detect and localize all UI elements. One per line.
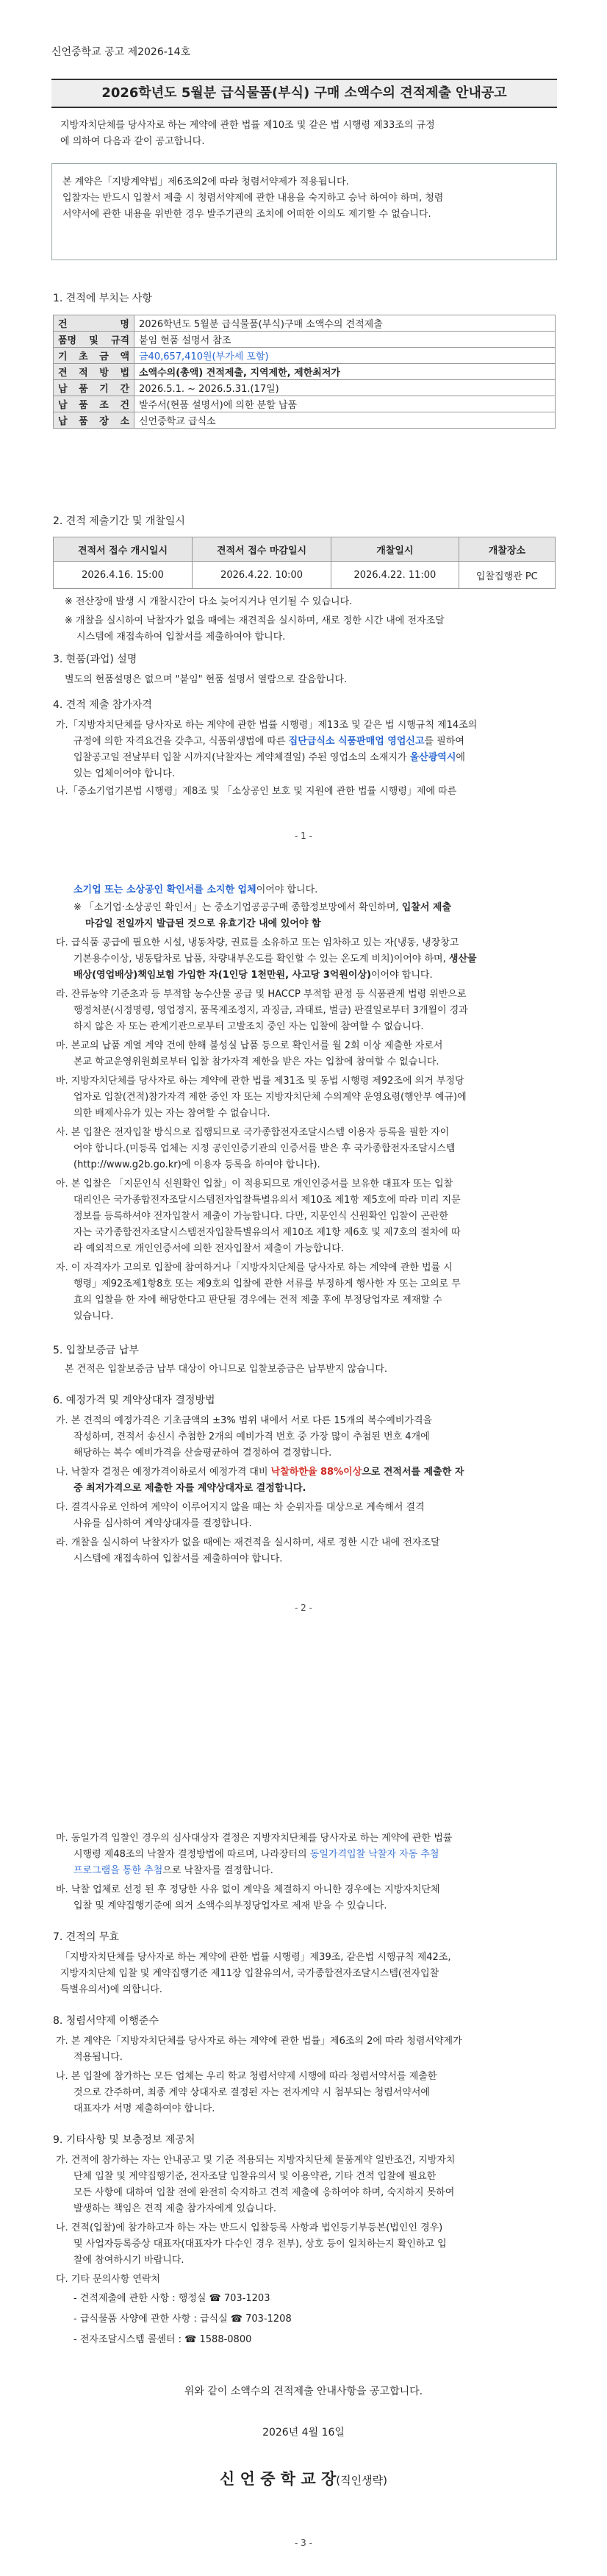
text-run: ※ 「소기업·소상공인 확인서」는 중소기업공공구매 종합정보망에서 확인하며, [73, 902, 399, 913]
paragraph-line: 의한 배제사유가 있는 자는 참여할 수 없습니다. [73, 1108, 270, 1119]
cell-place: 입찰집행관 PC [459, 562, 555, 589]
paragraph-line: 라. 잔류농약 기준초과 등 부적합 농수산물 공급 및 HACCP 부적합 판정 등 식품관계 법령 위반으로 [56, 989, 467, 1000]
highlight-text: 동일가격입찰 낙찰자 자동 추첨 [309, 1849, 439, 1860]
paragraph-line: 적용됩니다. [73, 2052, 123, 2063]
bold-text: 으로 견적서를 제출한 자 [362, 1467, 464, 1478]
row-label: 납 품 조 건 [54, 396, 134, 412]
schedule-note-3: 시스템에 재접속하여 입찰서를 제출하여야 합니다. [76, 632, 286, 643]
text-run: 이어야 합니다. [370, 970, 433, 981]
highlight-text: 낙찰하한율 88%이상 [270, 1467, 362, 1478]
paragraph-line: 행정처분(시정명령, 영업정지, 품목제조정지, 과징금, 과태료, 벌금) 판결일로부터 3개월이 경과 [73, 1005, 468, 1016]
paragraph-line: 나.「중소기업기본법 시행령」제8조 및 「소상공인 보호 및 지원에 관한 법률 시행령」제에 따른 [56, 786, 457, 797]
page-title: 2026학년도 5월분 급식물품(부식) 구매 소액수의 견적제출 안내공고 [51, 79, 557, 108]
paragraph-line: 사유를 심사하여 계약상대자를 결정합니다. [73, 1518, 252, 1529]
paragraph-line: 모든 사항에 대하여 입찰 전에 완전히 숙지하고 견적 제출에 응하여야 하며, 숙지하지 못하여 [73, 2187, 455, 2198]
section-8-heading: 8. 청렴서약제 이행준수 [53, 2015, 159, 2027]
text-run: 규정에 의한 자격요건을 갖추고, 식품위생법에 따른 [73, 736, 286, 747]
text-run: 입찰공고일 전날부터 입찰 시까지(낙찰자는 계약체결일) 주된 영업소의 소재지가 [73, 752, 407, 763]
column-header: 견적서 접수 마감일시 [193, 537, 331, 562]
page-1 [0, 0, 607, 867]
paragraph-line: 가. 본 계약은「지방자치단체를 당사자로 하는 계약에 관한 법률」제6조의 2에 따라 청렴서약제가 [56, 2036, 462, 2047]
paragraph-line: 입찰 및 계약집행기준에 의거 소액수의부정당업자로 제재 받을 수 있습니다. [73, 1900, 387, 1911]
paragraph-line: 바. 지방자치단체를 당사자로 하는 계약에 관한 법률 제31조 및 동법 시행령 제92조에 의거 부정당 [56, 1076, 464, 1087]
section-3-body: 별도의 현품설명은 없으며 "붙임" 현품 설명서 열람으로 갈음합니다. [65, 674, 348, 685]
table-row [54, 396, 556, 412]
highlight-text: 소기업 또는 소상공인 확인서를 소지한 업체 [73, 884, 256, 895]
cell-deadline: 2026.4.22. 10:00 [193, 562, 331, 589]
closing-line: 위와 같이 소액수의 견적제출 안내사항을 공고합니다. [184, 2386, 423, 2397]
notice-number: 신언중학교 공고 제2026-14호 [51, 46, 191, 58]
paragraph-line: 것으로 간주하며, 최종 계약 상대자로 결정된 자는 전자계약 시 첨부되는 청렴서약서에 [73, 2087, 430, 2098]
bold-text: 입찰서 제출 [401, 902, 452, 913]
paragraph-line: 자. 이 자격자가 고의로 입찰에 참여하거나「지방자치단체를 당사자로 하는 계약에 관한 법률 시 [56, 1262, 453, 1273]
paragraph-line: 사. 본 입찰은 전자입찰 방식으로 집행되므로 국가종합전자조달시스템 이용자 등록을 필한 자이 [56, 1127, 450, 1138]
section-1-heading: 1. 견적에 부치는 사항 [53, 293, 152, 304]
section-2-heading: 2. 견적 제출기간 및 개찰일시 [53, 515, 185, 527]
table-row [54, 332, 556, 348]
paragraph-line: 가. 견적에 참가하는 자는 안내공고 및 기준 적용되는 지방자치단체 물품계약 일반조건, 지방자치 [56, 2155, 456, 2166]
paragraph-line: 마. 동일가격 입찰인 경우의 심사대상자 결정은 지방자치단체를 당사자로 하는 계약에 관한 법률 [56, 1833, 453, 1844]
paragraph-line [73, 1847, 439, 1863]
text-run: 시행령 제48조의 낙찰자 결정방법에 따르며, 나라장터의 [73, 1849, 307, 1860]
paragraph-line: 시스템에 재접속하여 입찰서를 제출하여야 합니다. [73, 1553, 283, 1564]
text-run: 를 필하여 [424, 736, 464, 747]
column-header: 개찰장소 [459, 537, 555, 562]
paragraph-line [73, 951, 477, 967]
row-value: 2026학년도 5월분 급식물품(부식)구매 소액수의 견적제출 [134, 315, 556, 332]
row-value: 소액수의(총액) 견적제출, 지역제한, 제한최저가 [134, 364, 556, 380]
bold-text: 배상(영업배상)책임보험 가입한 자(1인당 1천만원, 사고당 3억원이상) [73, 970, 371, 981]
paragraph-line: 대표자가 서명 제출하여야 합니다. [73, 2103, 215, 2114]
intro-line-2: 에 의하여 다음과 같이 공고합니다. [60, 136, 205, 147]
cell-start: 2026.4.16. 15:00 [54, 562, 193, 589]
paragraph-line [73, 1863, 273, 1879]
paragraph-line: 다. 급식품 공급에 필요한 시설, 냉동차량, 권료를 소유하고 또는 임차하고 있는 자(냉동, 냉장창고 [56, 937, 459, 948]
paragraph-line: 정보를 등록하셔야 전자입찰서 제출이 가능합니다. 다만, 지문인식 신원확인 입찰이 곤란한 [73, 1211, 449, 1222]
section-7-heading: 7. 견적의 무효 [53, 1931, 119, 1943]
paragraph-line: 찰에 참여하시기 바랍니다. [73, 2255, 184, 2266]
bid-items-table [53, 315, 556, 429]
row-value: 2026.5.1. ~ 2026.5.31.(17일) [134, 380, 556, 396]
paragraph-line: 마감일 전일까지 발급된 것으로 유효기간 내에 있어야 함 [85, 918, 321, 929]
paragraph-line [73, 967, 433, 984]
paragraph-line: 바. 낙찰 업체로 선정 된 후 정당한 사유 없이 계약을 체결하지 아니한 경우에는 지방자치단체 [56, 1884, 440, 1895]
paragraph-line [56, 1464, 464, 1481]
page-2 [0, 867, 607, 1735]
section-5-heading: 5. 입찰보증금 납부 [53, 1345, 139, 1356]
paragraph-line: 가.「지방자치단체를 당사자로 하는 계약에 관한 법률 시행령」제13조 및 같은 법 시행규칙 제14조의 [56, 720, 478, 731]
contact-line: - 견적제출에 관한 사항 : 행정실 ☎ 703-1203 [73, 2293, 270, 2304]
paragraph-line [73, 900, 451, 916]
table-row [54, 315, 556, 332]
table-row [54, 348, 556, 364]
stamp-note: (직인생략) [336, 2474, 387, 2487]
text-run: 이어야 합니다. [256, 884, 318, 895]
row-value: 발주서(현품 설명서)에 의한 분할 납품 [134, 396, 556, 412]
paragraph-line: 대리인은 국가종합전자조달시스템전자입찰특별유의서 제10조 제1항 제5호에 따라 미리 지문 [73, 1195, 461, 1206]
paragraph-line [73, 750, 465, 766]
notice-line-3: 서약서에 관한 내용을 위반한 경우 발주기관의 조치에 어떠한 이의도 제기할 수 없습니다. [62, 209, 431, 220]
paragraph-line: 있는 업체이어야 합니다. [73, 768, 175, 779]
highlight-text: 울산광역시 [409, 752, 456, 763]
text-run: 기본용수이상, 냉동탑차로 납품, 차량내부온도를 확인할 수 있는 온도계 비치)이어야 하며, [73, 954, 446, 965]
paragraph-line: 본교 학교운영위원회로부터 입찰 참가자격 제한을 받은 자는 입찰에 참여할 수 없습니다. [73, 1056, 439, 1067]
paragraph-line: 단체 입찰 및 계약집행기준, 전자조달 입찰유의서 및 이용약관, 기타 견적 입찰에 필요한 [73, 2171, 437, 2182]
paragraph-line: (http://www.g2b.go.kr)에 이용자 등록을 하여야 합니다). [73, 1159, 320, 1170]
row-label: 납 품 기 간 [54, 380, 134, 396]
paragraph-line: 라. 개찰을 실시하여 낙찰자가 없을 때에는 재견적을 실시하며, 새로 정한 시간 내에 전자조달 [56, 1537, 440, 1548]
row-value: 붙임 현품 설명서 참조 [134, 332, 556, 348]
notice-line-1: 본 계약은「지방계약법」제6조의2에 따라 청렴서약제가 적용됩니다. [62, 176, 349, 187]
page-number: - 1 - [295, 831, 312, 841]
intro-line-1: 지방자치단체를 당사자로 하는 계약에 관한 법률 제10조 및 같은 법 시행령 제33조의 규정 [60, 120, 435, 131]
text-run: 나. 낙찰자 결정은 예정가격이하로서 예정가격 대비 [56, 1467, 268, 1478]
paragraph-line: 및 사업자등록증상 대표자(대표자가 다수인 경우 전부), 상호 등이 일치하는지 확인하고 입 [73, 2239, 447, 2250]
row-label: 견 적 방 법 [54, 364, 134, 380]
paragraph-line [73, 734, 464, 750]
paragraph-line: 작성하며, 견적서 송신시 추첨한 2개의 예비가격 번호 중 가장 많이 추첨된 번호 4개에 [73, 1431, 430, 1442]
school-name: 신 언 중 학 교 장 [220, 2470, 337, 2488]
section-3-heading: 3. 현품(과업) 설명 [53, 654, 137, 665]
paragraph-line: 가. 본 견적의 예정가격은 기초금액의 ±3% 범위 내에서 서로 다른 15개의 복수예비가격을 [56, 1415, 433, 1426]
paragraph-line: 발생하는 책임은 견적 제출 참가자에게 있습니다. [73, 2203, 276, 2214]
paragraph-line: 「지방자치단체를 당사자로 하는 계약에 관한 법률 시행령」제39조, 같은법 시행규칙 제42조, [60, 1952, 451, 1963]
row-label: 건 명 [54, 315, 134, 332]
page-number: - 2 - [295, 1603, 312, 1613]
paragraph-line: 지방자치단체 입찰 및 계약집행기준 제11장 입찰유의서, 국가종합전자조달시스템(전자입찰 [60, 1968, 439, 1979]
paragraph-line: 마. 본교의 납품 계열 계약 건에 한해 불성실 납품 등으로 확인서를 월 2회 이상 제출한 자로서 [56, 1040, 443, 1051]
row-value: 금40,657,410원(부가세 포함) [134, 348, 556, 364]
paragraph-line: 나. 본 입찰에 참가하는 모든 업체는 우리 학교 청렴서약제 시행에 따라 청렴서약서를 제출한 [56, 2071, 437, 2082]
column-header: 견적서 접수 개시일시 [54, 537, 193, 562]
paragraph-line: 행령」제92조제1항8호 또는 제9호의 입찰에 관한 서류를 부정하게 행사한 자 또는 고의로 무 [73, 1278, 461, 1289]
notice-line-2: 입찰자는 반드시 입찰서 제출 시 청렴서약제에 관한 내용을 숙지하고 승낙 하여야 하며, 청렴 [62, 193, 444, 204]
paragraph-line: 효의 입찰을 한 자에 해당한다고 판단될 경우에는 견적 제출 후에 부정당업자로 제재할 수 [73, 1295, 442, 1306]
paragraph-line: 업자로 입찰(견적)참가자격 제한 중인 자 또는 지방자치단체 수의계약 운영요령(행안부 예규)에 [73, 1092, 467, 1103]
paragraph-line: 아. 본 입찰은 「지문인식 신원확인 입찰」이 적용되므로 개인인증서를 보유한 대표자 또는 입찰 [56, 1178, 453, 1189]
paragraph-line: 다. 결격사유로 인하여 계약이 이루어지지 않을 때는 차 순위자를 대상으로 계속해서 결격 [56, 1502, 425, 1513]
row-value: 신언중학교 급식소 [134, 412, 556, 429]
integrity-notice-box [51, 163, 557, 260]
table-row [54, 380, 556, 396]
column-header: 개찰일시 [331, 537, 459, 562]
highlight-text: 프로그램을 통한 추첨 [73, 1865, 163, 1876]
row-label: 기 초 금 액 [54, 348, 134, 364]
paragraph-line: 하지 않은 자 또는 관계기관으로부터 고발조치 중인 자는 입찰에 참여할 수 없습니다. [73, 1021, 424, 1032]
paragraph-line: 어야 합니다.(미등록 업체는 지정 공인인증기관의 인증서를 받은 후 국가종합전자조달시스템 [73, 1143, 456, 1154]
row-label: 품명 및 규격 [54, 332, 134, 348]
paragraph-line: 라 예외적으로 개인인증서에 의한 전자입찰서 제출이 가능합니다. [73, 1243, 344, 1254]
table-header-row [54, 537, 556, 562]
row-label: 납 품 장 소 [54, 412, 134, 429]
page-3 [0, 1735, 607, 2576]
paragraph-line: 자는 국가종합전자조달시스템전자입찰특별유의서 제10조 제1항 제6호 및 제7호의 절차에 따 [73, 1227, 461, 1238]
paragraph-line: 중 최저가격으로 제출한 자를 계약상대자로 결정합니다. [73, 1483, 306, 1494]
paragraph-line: 특별유의서)에 의합니다. [60, 1984, 162, 1995]
section-4-heading: 4. 견적 제출 참가자격 [53, 699, 152, 711]
paragraph-line: 해당하는 복수 예비가격을 산술평균하여 결정하여 결정합니다. [73, 1448, 332, 1459]
paragraph-line [73, 882, 317, 898]
notice-date: 2026년 4월 16일 [262, 2427, 345, 2439]
section-6-heading: 6. 예정가격 및 계약상대자 결정방법 [53, 1395, 215, 1406]
highlight-text: 집단급식소 식품판매업 영업신고 [288, 736, 425, 747]
text-run: 에 [456, 752, 465, 763]
section-5-body: 본 견적은 입찰보증금 납부 대상이 아니므로 입찰보증금은 납부받지 않습니다. [65, 1364, 388, 1375]
section-9-heading: 9. 기타사항 및 보충정보 제공처 [53, 2134, 195, 2146]
contact-line: - 급식물품 사양에 관한 사항 : 급식실 ☎ 703-1208 [73, 2314, 292, 2325]
bold-text: 생산물 [448, 954, 477, 965]
table-row [54, 412, 556, 429]
table-row [54, 562, 556, 589]
cell-opening: 2026.4.22. 11:00 [331, 562, 459, 589]
paragraph-line: 다. 기타 문의사항 연락처 [56, 2274, 161, 2285]
contact-line: - 전자조달시스템 콜센터 : ☎ 1588-0800 [73, 2334, 252, 2345]
text-run: 으로 낙찰자를 결정합니다. [162, 1865, 273, 1876]
schedule-table [53, 537, 556, 589]
school-signature [0, 2467, 607, 2489]
page-number: - 3 - [295, 2538, 312, 2548]
paragraph-line: 나. 견적(입찰)에 참가하고자 하는 자는 반드시 입찰등록 사항과 법인등기부등본(법인인 경우) [56, 2222, 443, 2233]
table-row [54, 364, 556, 380]
schedule-note-1: ※ 전산장애 발생 시 개찰시간이 다소 늦어지거나 연기될 수 있습니다. [65, 596, 353, 607]
schedule-note-2: ※ 개찰을 실시하여 낙찰자가 없을 때에는 재견적을 실시하며, 새로 정한 시간 내에 전자조달 [65, 615, 445, 626]
paragraph-line: 있습니다. [73, 1311, 114, 1322]
